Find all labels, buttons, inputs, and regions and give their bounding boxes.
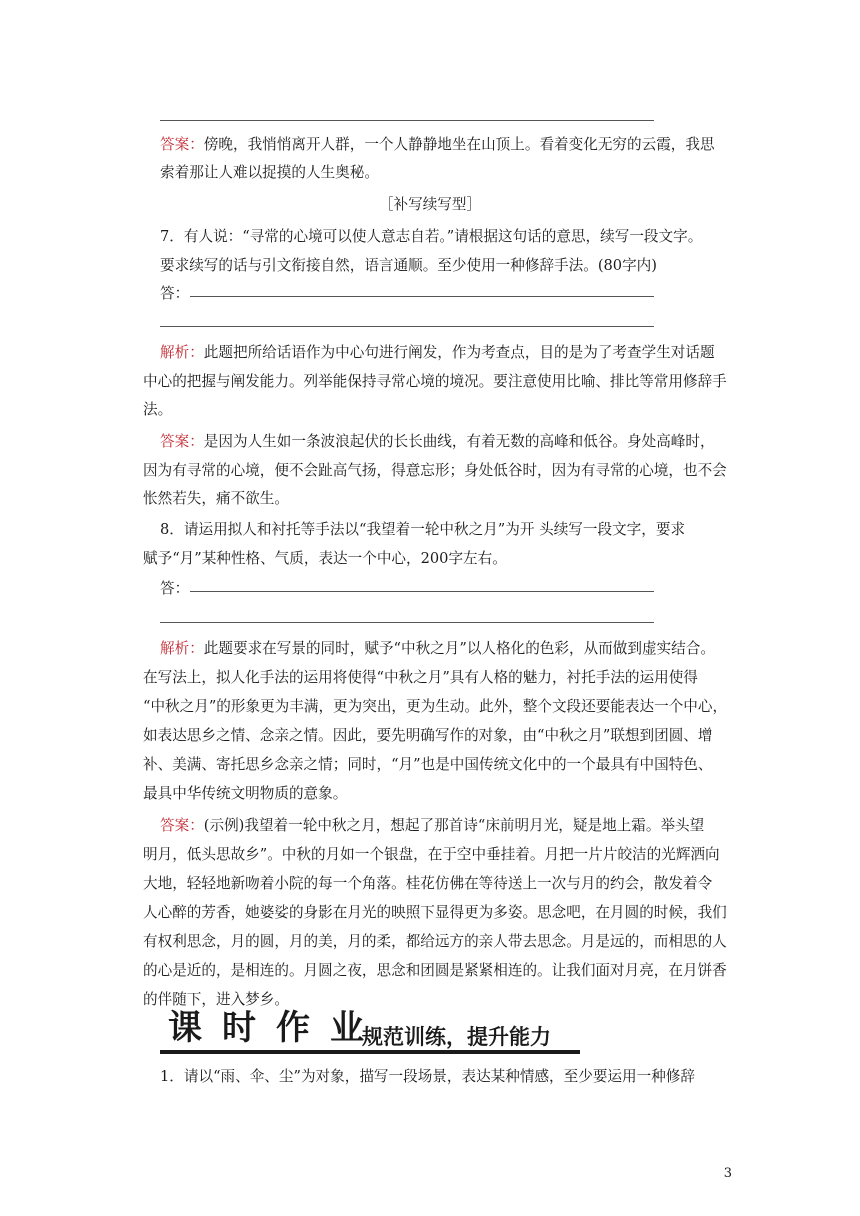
section-title: ［补写续写型］ — [378, 196, 482, 213]
page-number: 3 — [723, 1166, 732, 1181]
answer-7-blank-2[interactable] — [160, 326, 654, 327]
analysis-7-line-3: 法。 — [143, 401, 173, 418]
analysis-8-line-2: 在写法上，拟人化手法的运用将使得“中秋之月”具有人格的魅力，衬托手法的运用使得 — [143, 669, 698, 686]
answer-7-line-2: 因为有寻常的心境，便不会趾高气扬，得意忘形；身处低谷时，因为有寻常的心境，也不会 — [143, 462, 727, 479]
analysis-8-line-4: 如表达思乡之情、念亲之情。因此，要先明确写作的对象，由“中秋之月”联想到团圆、增 — [143, 727, 713, 744]
answer-8-line-7: 的伴随下，进入梦乡。 — [143, 991, 289, 1008]
answer-8-line-4: 人心醉的芳香，她婆娑的身影在月光的映照下显得更为多姿。思念吧，在月圆的时候，我们 — [143, 904, 727, 921]
answer-7-line-1: 答案：是因为人生如一条波浪起伏的长长曲线，有着无数的高峰和低谷。身处高峰时， — [160, 433, 715, 450]
answer-8-blank-1[interactable] — [190, 591, 654, 592]
analysis-8-line-6: 最具中华传统文明物质的意象。 — [143, 785, 348, 802]
question-8-line-2: 赋予“月”某种性格、气质，表达一个中心，200字左右。 — [143, 550, 507, 567]
banner-underline — [160, 1050, 580, 1054]
analysis-label: 解析： — [160, 640, 204, 657]
answer-8-line-5: 有权利思念，月的圆，月的美，月的柔，都给远方的亲人带去思念。月是远的，而相思的人 — [143, 933, 727, 950]
answer-label: 答案： — [160, 433, 204, 450]
homework-banner-title: 课时作业 — [168, 1008, 384, 1048]
answer-7-blank-1[interactable] — [190, 296, 654, 297]
answer-8-line-1: 答案：(示例)我望着一轮中秋之月，想起了那首诗“床前明月光，疑是地上霜。举头望 — [160, 817, 705, 834]
analysis-8-line-5: 补、美满、寄托思乡念亲之情；同时，“月”也是中国传统文化中的一个最具有中国特色、 — [143, 756, 713, 773]
answer-6-line-2: 索着那让人难以捉摸的人生奥秘。 — [160, 164, 379, 181]
answer-8-line-2: 明月，低头思故乡”。中秋的月如一个银盘，在于空中垂挂着。月把一片片皎洁的光辉洒向 — [143, 846, 720, 863]
answer-label: 答案： — [160, 136, 204, 153]
question-7-line-2: 要求续写的话与引文衔接自然，语言通顺。至少使用一种修辞手法。(80字内) — [160, 257, 657, 274]
answer-8-prompt: 答： — [160, 580, 190, 597]
analysis-7-line-2: 中心的把握与阐发能力。列举能保持寻常心境的境况。要注意使用比喻、排比等常用修辞手 — [143, 373, 727, 390]
answer-8-blank-2[interactable] — [160, 622, 654, 623]
answer-7-prompt: 答： — [160, 285, 190, 302]
homework-question-1: 1．请以“雨、伞、尘”为对象，描写一段场景，表达某种情感，至少要运用一种修辞 — [160, 1068, 695, 1085]
answer-label: 答案： — [160, 817, 204, 834]
question-8-line-1: 8．请运用拟人和衬托等手法以“我望着一轮中秋之月”为开 头续写一段文字，要求 — [160, 521, 686, 538]
analysis-label: 解析： — [160, 344, 204, 361]
answer-6-line-1: 答案：傍晚，我悄悄离开人群，一个人静静地坐在山顶上。看着变化无穷的云霞，我思 — [160, 136, 715, 153]
analysis-8-line-3: “中秋之月”的形象更为丰满，更为突出，更为生动。此外，整个文段还要能表达一个中心， — [143, 698, 728, 715]
answer-8-line-3: 大地，轻轻地新吻着小院的每一个角落。桂花仿佛在等待送上一次与月的约会，散发着令 — [143, 875, 713, 892]
question-7-line-1: 7．有人说：“寻常的心境可以使人意志自若。”请根据这句话的意思，续写一段文字。 — [160, 228, 703, 245]
analysis-7-line-1: 解析：此题把所给话语作为中心句进行阐发，作为考查点，目的是为了考查学生对话题 — [160, 344, 715, 361]
homework-banner-subtitle: 规范训练，提升能力 — [362, 1025, 551, 1049]
answer-8-line-6: 的心是近的，是相连的。月圆之夜，思念和团圆是紧紧相连的。让我们面对月亮，在月饼香 — [143, 962, 727, 979]
answer-blank-line — [160, 120, 654, 121]
analysis-8-line-1: 解析：此题要求在写景的同时，赋予“中秋之月”以人格化的色彩，从而做到虚实结合。 — [160, 640, 715, 657]
answer-7-line-3: 怅然若失，痛不欲生。 — [143, 490, 289, 507]
